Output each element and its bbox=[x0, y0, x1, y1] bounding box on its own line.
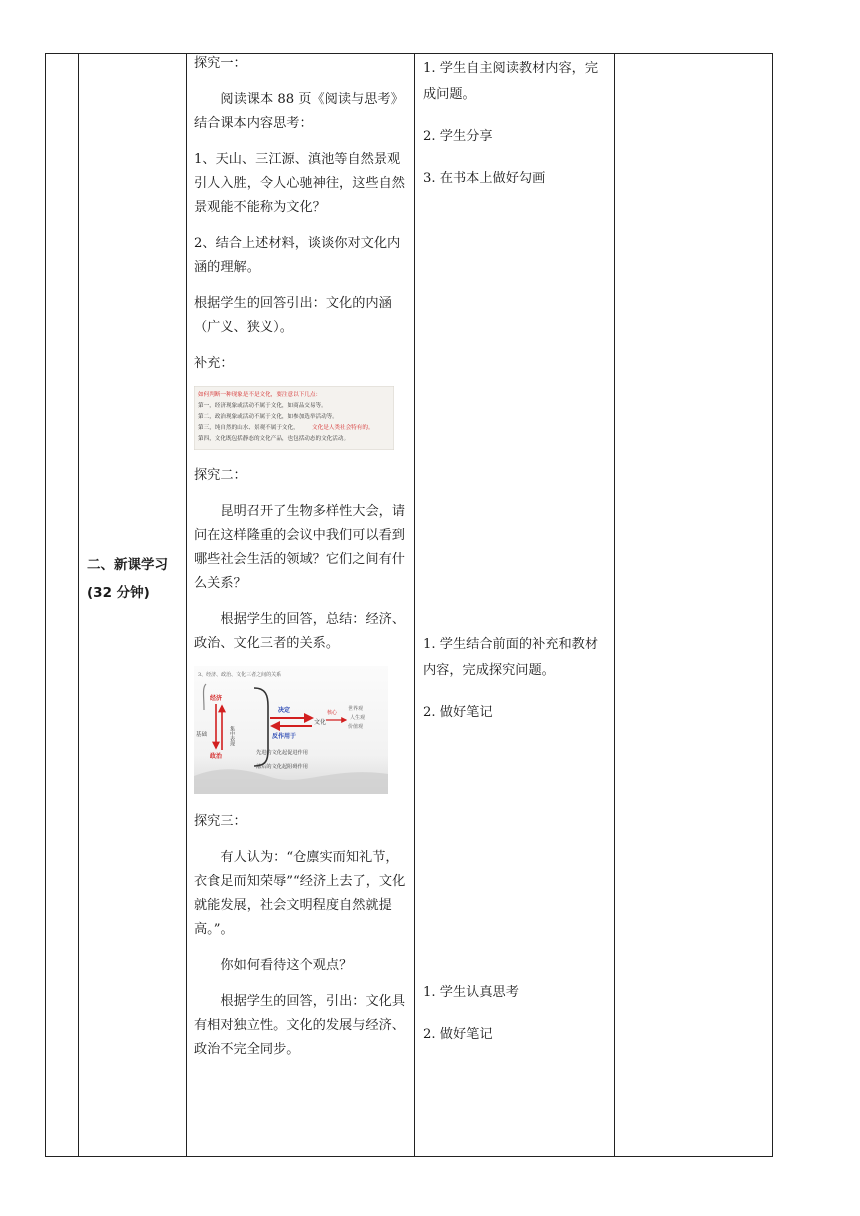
stage-cell bbox=[79, 54, 187, 1157]
inquiry2-summary: 根据学生的回答，总结：经济、政治、文化三者的关系。 bbox=[194, 612, 406, 651]
supplement-line-3: 第二，政治现象或活动不属于文化，如参加选举活动等。 bbox=[198, 414, 338, 420]
table-row bbox=[46, 54, 773, 1157]
inquiry3-conclusion: 根据学生的回答，引出：文化具有相对独立性。文化的发展与经济、政治不完全同步。 bbox=[194, 994, 406, 1057]
student-group-3 bbox=[423, 980, 608, 1048]
diagram-culture: 文化 bbox=[314, 719, 327, 726]
student-group-2 bbox=[423, 632, 608, 726]
diagram-worldview: 世界观 bbox=[348, 706, 364, 712]
inquiry1-intro: 阅读课本 88 页《阅读与思考》结合课本内容思考： bbox=[194, 92, 404, 131]
diagram-title: 3、经济、政治、文化三者之间的关系 bbox=[198, 672, 282, 678]
inquiry3-heading: 探究三： bbox=[194, 814, 247, 829]
teacher-activity-cell bbox=[187, 54, 415, 1157]
inquiry3-question: 你如何看待这个观点？ bbox=[220, 958, 353, 973]
student-step: 2. 做好笔记 bbox=[423, 705, 493, 720]
student-activity-cell bbox=[415, 54, 615, 1157]
supplement-line-4a: 第三，纯自然的山水、景观不属于文化， bbox=[198, 425, 299, 431]
supplement-line-2: 第一，经济现象或活动不属于文化，如商品交易等。 bbox=[198, 403, 327, 409]
supplement-line-4b: 文化是人类社会特有的。 bbox=[312, 425, 374, 431]
student-step: 1. 学生认真思考 bbox=[423, 985, 519, 1000]
supplement-label: 补充： bbox=[194, 356, 234, 371]
inquiry3-quote: 有人认为：“仓廪实而知礼节，衣食足而知荣辱”“经济上去了，文化就能发展，社会文明程度自然就提高。”。 bbox=[194, 850, 406, 937]
inquiry1-conclusion: 根据学生的回答引出：文化的内涵（广义、狭义）。 bbox=[194, 296, 392, 335]
empty-cell bbox=[46, 54, 79, 1157]
diagram-lifeview: 人生观 bbox=[350, 715, 366, 721]
inquiry1-question-1: 1、天山、三江源、滇池等自然景观引人入胜，令人心驰神往，这些自然景观能不能称为文化？ bbox=[194, 152, 405, 215]
diagram-decides: 决定 bbox=[278, 707, 291, 714]
student-step: 3. 在书本上做好勾画 bbox=[423, 171, 546, 186]
relationship-diagram bbox=[194, 666, 388, 794]
diagram-concentrated: 集中表现 bbox=[229, 726, 235, 746]
inquiry1-question-2: 2、结合上述材料，谈谈你对文化内涵的理解。 bbox=[194, 236, 401, 275]
student-group-1 bbox=[423, 56, 608, 192]
stage-title: 二、新课学习 bbox=[87, 557, 168, 573]
inquiry2-question: 昆明召开了生物多样性大会，请问在这样隆重的会议中我们可以看到哪些社会生活的领域？它们之间有什么关系？ bbox=[194, 504, 406, 591]
supplement-image bbox=[194, 386, 394, 450]
lesson-plan-table bbox=[45, 53, 773, 1157]
student-step: 1. 学生自主阅读教材内容，完成问题。 bbox=[423, 61, 599, 102]
diagram-backward: 落后的文化起阻碍作用 bbox=[256, 764, 308, 770]
diagram-values: 价值观 bbox=[348, 724, 364, 730]
inquiry2-heading: 探究二： bbox=[194, 468, 247, 483]
notes-cell bbox=[615, 54, 773, 1157]
supplement-line-5: 第四，文化既包括静态的文化产品，也包括动态的文化活动。 bbox=[198, 436, 350, 442]
student-step: 2. 做好笔记 bbox=[423, 1027, 493, 1042]
diagram-politics: 政治 bbox=[210, 753, 223, 760]
student-step: 2. 学生分享 bbox=[423, 129, 493, 144]
diagram-advanced: 先进的文化起促进作用 bbox=[256, 750, 308, 756]
student-step: 1. 学生结合前面的补充和教材内容，完成探究问题。 bbox=[423, 637, 599, 678]
supplement-line-1: 如何判断一种现象是不是文化，要注意以下几点： bbox=[198, 392, 322, 398]
diagram-economy: 经济 bbox=[210, 695, 223, 702]
inquiry1-heading: 探究一： bbox=[194, 56, 247, 71]
diagram-core: 核心 bbox=[327, 710, 338, 716]
diagram-reacts: 反作用于 bbox=[272, 733, 297, 740]
stage-duration: (32 分钟) bbox=[87, 585, 150, 601]
diagram-basis: 基础 bbox=[196, 732, 208, 738]
